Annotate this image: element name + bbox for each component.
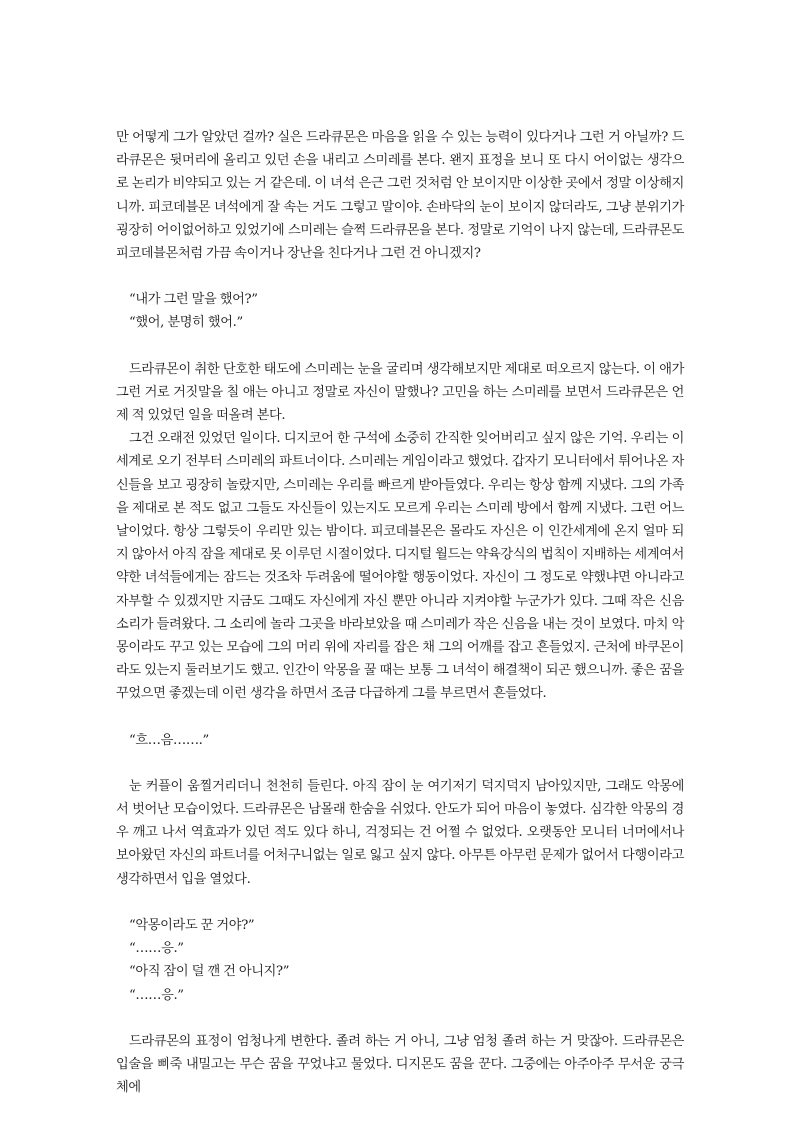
spacer [116, 891, 684, 914]
paragraph: 눈 커플이 움찔거리더니 천천히 들린다. 아직 잠이 눈 여기저기 덕지덕지 남아있지만, 그래도 악몽에서 벗어난 모습이었다. 드라큐몬은 남몰래 한숨을 쉬었다. 안도가 되어 마음이 놓였다. 심각한 악몽의 경우 깨고 나서 역효과가 있던 적도 있다 하니, 걱정되는 건 어쩔 수 없었다. 오랫동안 모니터 너머에서나 보아왔던 자신의 파트너를 어처구니없는 일로 잃고 싶지 않다. 아무튼 아무런 문제가 없어서 다행이라고 생각하면서 입을 열었다. [116, 778, 684, 887]
paragraph: 만 어떻게 그가 알았던 걸까? 실은 드라큐몬은 마음을 읽을 수 있는 능력이 있다거나 그런 거 아닐까? 드라큐몬은 뒷머리에 올리고 있던 손을 내리고 스미레를 본다. 왠지 표정을 보니 또 다시 어이없는 생각으로 논리가 비약되고 있는 거 같은데. 이 녀석 은근 그런 것처럼 안 보이지만 이상한 곳에서 정말 이상해지니까. 피코데블몬 녀석에게 잘 속는 거도 그렇고 말이야. 손바닥의 눈이 보이지 않더라도, 그냥 분위기가 굉장히 어이없어하고 있었기에 스미레는 슬쩍 드라큐몬을 본다. 정말로 기억이 나지 않는데, 드라큐몬도 피코데블몬처럼 가끔 속이거나 장난을 친다거나 그런 건 아니겠지? [116, 130, 684, 262]
spacer [116, 1007, 684, 1030]
dialogue-line: “내가 그런 말을 했어?” [129, 292, 258, 308]
spacer [116, 265, 684, 288]
dialogue-line: “아직 잠이 덜 깬 건 아니지?” [129, 964, 290, 980]
dialogue-line: “했어, 분명히 했어.” [129, 315, 243, 331]
dialogue-line: “악몽이라도 꾼 거야?” [129, 917, 255, 933]
dialogue-line: “흐…음…….” [129, 732, 209, 748]
dialogue-line: “……응.” [129, 941, 184, 957]
spacer [116, 335, 684, 358]
spacer [116, 752, 684, 775]
spacer [116, 706, 684, 729]
paragraph: 드라큐몬이 취한 단호한 태도에 스미레는 눈을 굴리며 생각해보지만 제대로 떠오르지 않는다. 이 애가 그런 거로 거짓말을 칠 애는 아니고 정말로 자신이 말했나? 고민을 하는 스미레를 보면서 드라큐몬은 언제 적 있었던 일을 떠올려 본다. [116, 361, 684, 424]
paragraph: 드라큐몬의 표정이 엄청나게 변한다. 졸려 하는 거 아니, 그냥 엄청 졸려 하는 거 맞잖아. 드라큐몬은 입술을 삐죽 내밀고는 무슨 꿈을 꾸었냐고 물었다. 디지몬도 꿈을 꾼다. 그중에는 아주아주 무서운 궁극체에 [116, 1033, 684, 1096]
document-page [116, 126, 684, 1099]
paragraph: 그건 오래전 있었던 일이다. 디지코어 한 구석에 소중히 간직한 잊어버리고 싶지 않은 기억. 우리는 이 세계로 오기 전부터 스미레의 파트너이다. 스미레는 게임이라고 했었다. 갑자기 모니터에서 튀어나온 자신들을 보고 굉장히 놀랐지만, 스미레는 우리를 빠르게 받아들였다. 우리는 항상 함께 지냈다. 그의 가족을 제대로 본 적도 없고 그들도 자신들이 있는지도 모르게 우리는 스미레 방에서 함께 지냈다. 그런 어느 날이었다. 항상 그렇듯이 우리만 있는 밤이다. 피코데블몬은 몰라도 자신은 이 인간세계에 온지 얼마 되지 않아서 아직 잠을 제대로 못 이루던 시절이었다. 디지털 월드는 약육강식의 법칙이 지배하는 세계여서 약한 녀석들에게는 잠드는 것조차 두려움에 떨어야할 행동이었다. 자신이 그 정도로 약했냐면 아니라고 자부할 수 있겠지만 지금도 그때도 자신에게 자신 뿐만 아니라 지켜야할 누군가가 있다. 그때 작은 신음 소리가 들려왔다. 그 소리에 놀라 그곳을 바라보았을 때 스미레가 작은 신음을 내는 것이 보였다. 마치 악몽이라도 꾸고 있는 모습에 그의 머리 위에 자리를 잡은 채 그의 어깨를 잡고 흔들었지. 근처에 바쿠몬이라도 있는지 둘러보기도 했고. 인간이 악몽을 꿀 때는 보통 그 녀석이 해결책이 되곤 했으니까. 좋은 꿈을 꾸었으면 좋겠는데 이런 생각을 하면서 조금 다급하게 그를 부르면서 흔들었다. [116, 431, 684, 702]
dialogue-line: “……응.” [129, 987, 184, 1003]
